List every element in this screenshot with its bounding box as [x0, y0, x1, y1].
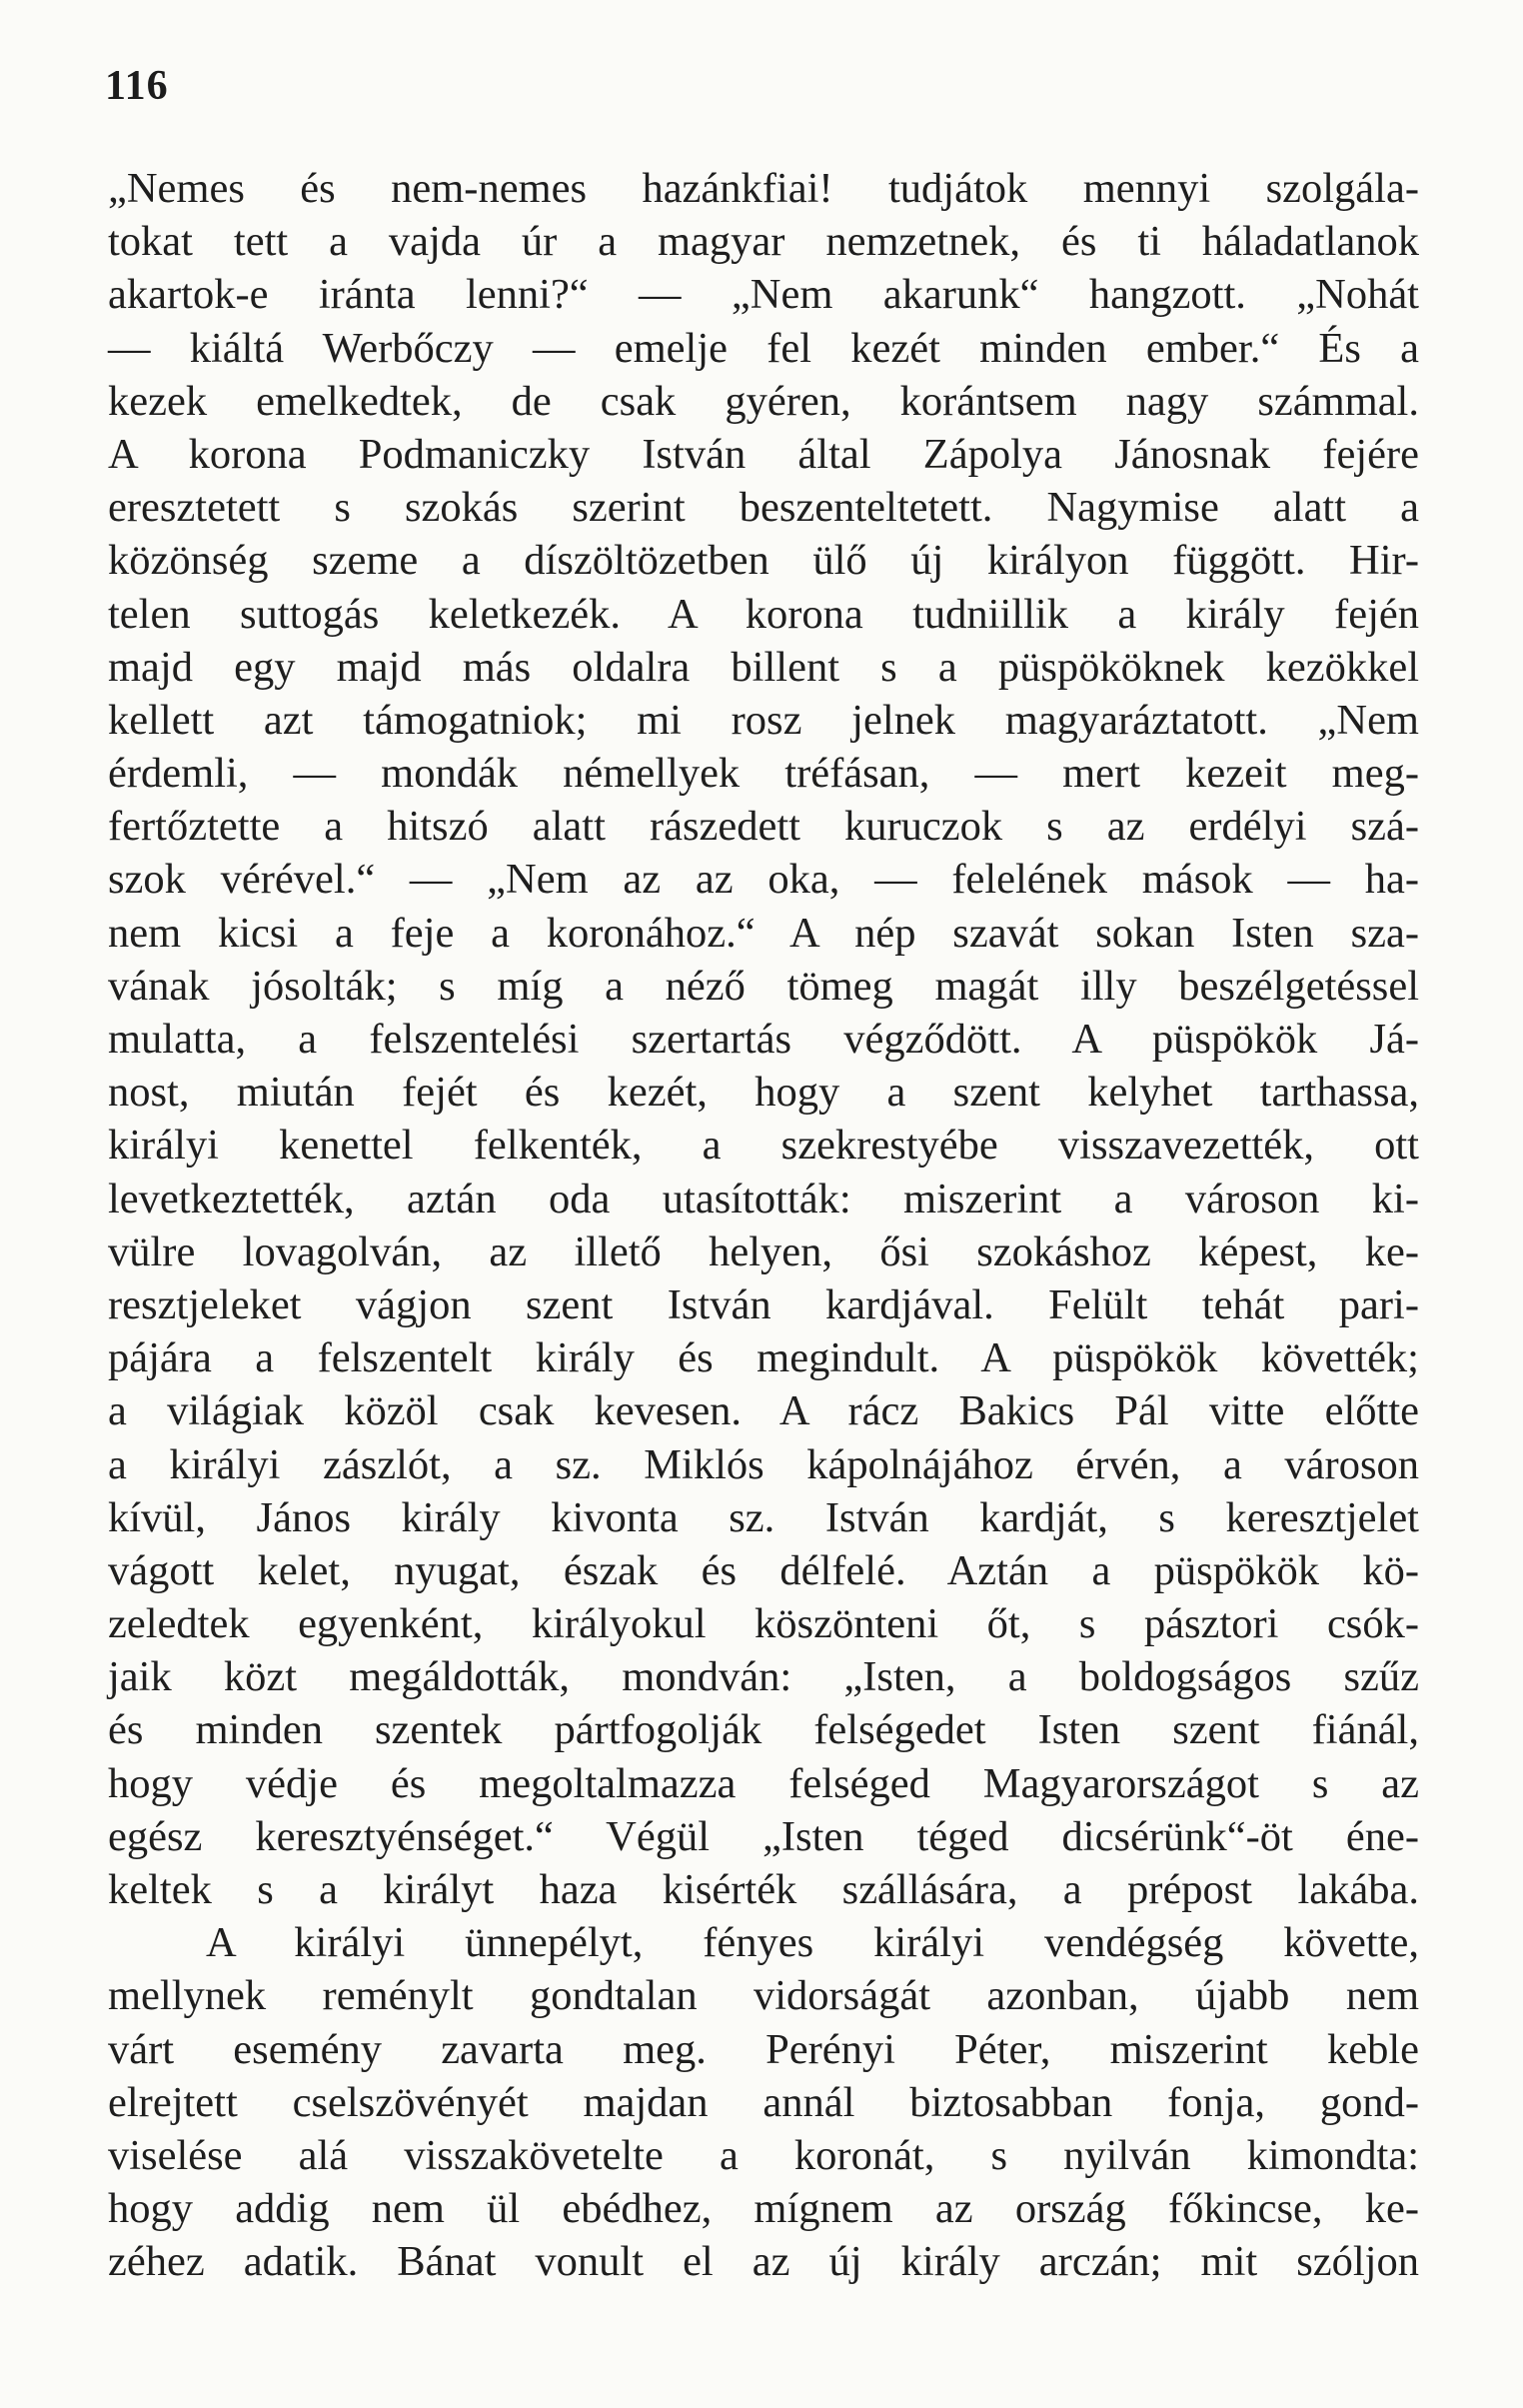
text-line-paragraph-start: A királyi ünnepélyt, fényes királyi vendégség követte, [206, 1919, 1419, 1967]
text-line: szok vérével.“ — „Nem az az oka, — felelének mások — ha- [108, 856, 1419, 904]
text-line: levetkeztették, aztán oda utasították: miszerint a városon ki- [108, 1175, 1419, 1222]
text-line: vágott kelet, nyugat, észak és délfelé. Aztán a püspökök kö- [108, 1546, 1419, 1594]
text-line: a világiak közöl csak kevesen. A rácz Bakics Pál vitte előtte [108, 1387, 1419, 1435]
page-number: 116 [105, 63, 169, 109]
text-line: kívül, János király kivonta sz. István kardját, s keresztjelet [108, 1493, 1419, 1541]
text-line: telen suttogás keletkezék. A korona tudniillik a király fején [108, 590, 1419, 638]
text-line: elrejtett cselszövényét majdan annál biztosabban fonja, gond- [108, 2078, 1419, 2126]
text-line: a királyi zászlót, a sz. Miklós kápolnájához érvén, a városon [108, 1440, 1419, 1488]
text-line: hogy védje és megoltalmazza felséged Magyarországot s az [108, 1759, 1419, 1807]
text-line: „Nemes és nem-nemes hazánkfiai! tudjátok mennyi szolgála- [108, 165, 1419, 212]
text-line: viselése alá visszakövetelte a koronát, s nyilván kimondta: [108, 2131, 1419, 2179]
text-line: közönség szeme a díszöltözetben ülő új királyon függött. Hir- [108, 537, 1419, 585]
text-line: pájára a felszentelt király és megindult. A püspökök követték; [108, 1334, 1419, 1382]
text-line: A korona Podmaniczky István által Zápolya Jánosnak fejére [108, 430, 1419, 478]
text-line: várt esemény zavarta meg. Perényi Péter, miszerint keble [108, 2025, 1419, 2073]
text-line: jaik közt megáldották, mondván: „Isten, a boldogságos szűz [108, 1653, 1419, 1701]
text-line: akartok-e iránta lenni?“ — „Nem akarunk“ hangzott. „Nohát [108, 271, 1419, 319]
text-line: majd egy majd más oldalra billent s a püspököknek kezökkel [108, 643, 1419, 691]
text-line: vülre lovagolván, az illető helyen, ősi szokáshoz képest, ke- [108, 1227, 1419, 1275]
text-line: nem kicsi a feje a koronához.“ A nép szavát sokan Isten sza- [108, 909, 1419, 957]
text-line: zeledtek egyenként, királyokul köszönteni őt, s pásztori csók- [108, 1600, 1419, 1648]
text-line: kezek emelkedtek, de csak gyéren, korántsem nagy számmal. [108, 377, 1419, 425]
text-line: nost, miután fejét és kezét, hogy a szent kelyhet tarthassa, [108, 1069, 1419, 1117]
text-line: resztjeleket vágjon szent István kardjával. Felült tehát pari- [108, 1280, 1419, 1328]
text-line: érdemli, — mondák némellyek tréfásan, — mert kezeit meg- [108, 750, 1419, 798]
text-line: zéhez adatik. Bánat vonult el az új király arczán; mit szóljon [108, 2238, 1419, 2286]
text-line: fertőztette a hitszó alatt rászedett kuruczok s az erdélyi szá- [108, 803, 1419, 851]
text-line: királyi kenettel felkenték, a szekrestyébe visszavezették, ott [108, 1122, 1419, 1170]
text-line: kellett azt támogatniok; mi rosz jelnek magyaráztatott. „Nem [108, 696, 1419, 744]
text-line: egész keresztyénséget.“ Végül „Isten téged dicsérünk“-öt éne- [108, 1812, 1419, 1860]
text-line: — kiáltá Werbőczy — emelje fel kezét minden ember.“ És a [108, 324, 1419, 372]
text-line: mulatta, a felszentelési szertartás végződött. A püspökök Já- [108, 1016, 1419, 1063]
text-line: és minden szentek pártfogolják felségedet Isten szent fiánál, [108, 1706, 1419, 1754]
body-text [108, 162, 1419, 2289]
text-line: hogy addig nem ül ebédhez, mígnem az ország főkincse, ke- [108, 2185, 1419, 2233]
text-line: mellynek reménylt gondtalan vidorságát azonban, újabb nem [108, 1972, 1419, 2020]
text-line: tokat tett a vajda úr a magyar nemzetnek, és ti háladatlanok [108, 218, 1419, 266]
text-line: vának jósolták; s míg a néző tömeg magát illy beszélgetéssel [108, 962, 1419, 1010]
text-line: eresztetett s szokás szerint beszenteltetett. Nagymise alatt a [108, 484, 1419, 532]
text-line: keltek s a királyt haza kisérték szállására, a prépost lakába. [108, 1866, 1419, 1913]
